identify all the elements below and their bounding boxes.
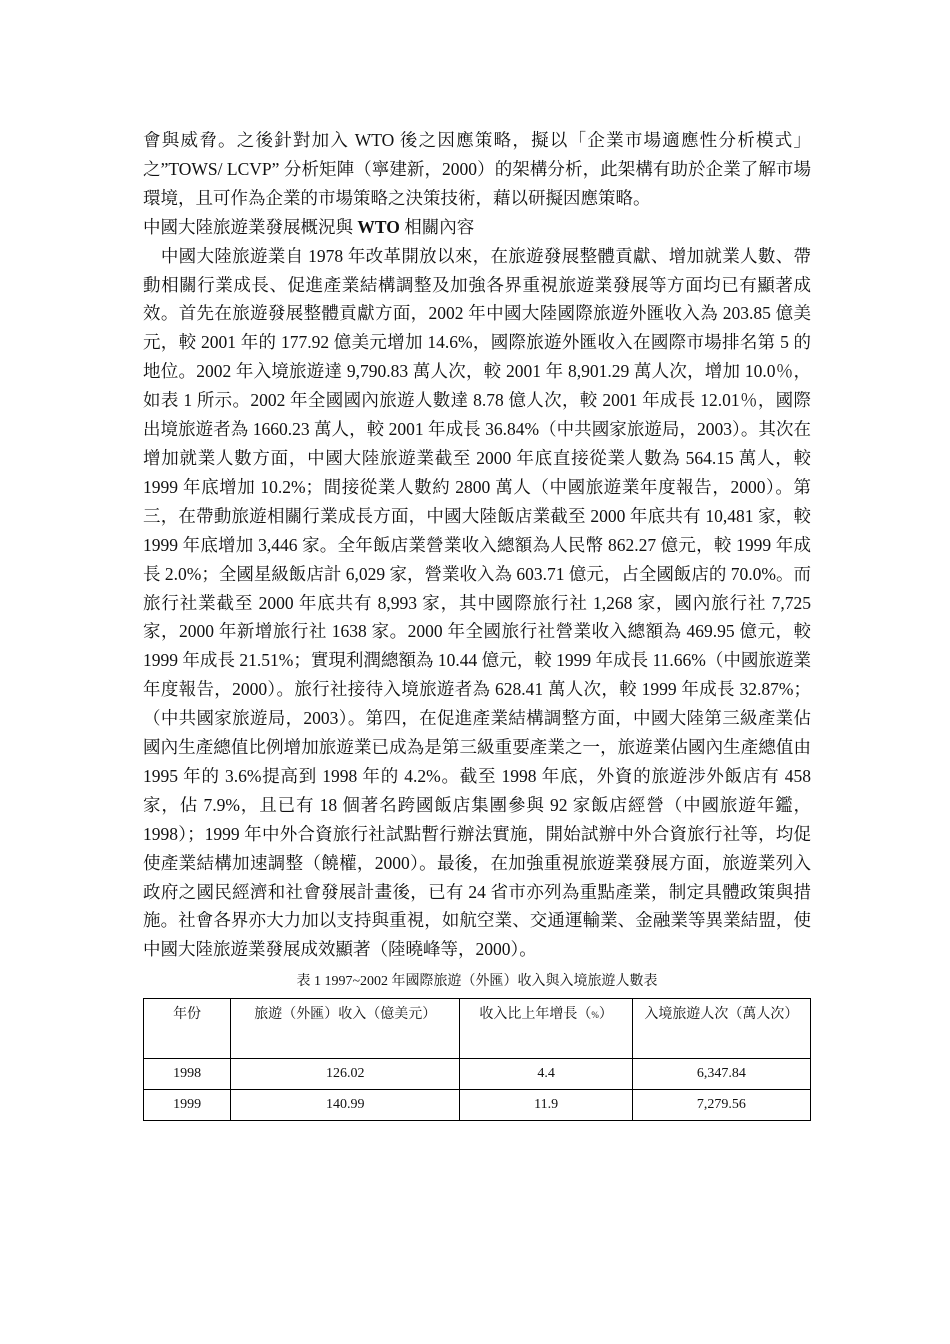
- table-row: [144, 1090, 811, 1121]
- body-paragraph: 中國大陸旅遊業自 1978 年改革開放以來，在旅遊發展整體貢獻、增加就業人數、帶動相關行業成長、促進產業結構調整及加強各界重視旅遊業發展等方面均已有顯著成效。首先在旅遊發展整體貢獻方面，2002 年中國大陸國際旅遊外匯收入為 203.85 億美元，較 2001 年的 177.92 億美元增加 14.6%，國際旅遊外匯收入在國際市場排名第 5 的地位。2002 年入境旅遊達 9,790.83 萬人次，較 2001 年 8,901.29 萬人次，增加 10.0％，如表 1 所示。2002 年全國國內旅遊人數達 8.78 億人次，較 2001 年成長 12.01％，國際出境旅遊者為 1660.23 萬人，較 2001 年成長 36.84%（中共國家旅遊局，2003）。其次在增加就業人數方面，中國大陸旅遊業截至 2000 年底直接從業人數為 564.15 萬人，較 1999 年底增加 10.2%；間接從業人數約 2800 萬人（中國旅遊業年度報告，2000）。第三，在帶動旅遊相關行業成長方面，中國大陸飯店業截至 2000 年底共有 10,481 家，較 1999 年底增加 3,446 家。全年飯店業營業收入總額為人民幣 862.27 億元，較 1999 年成長 2.0%；全國星級飯店計 6,029 家，營業收入為 603.71 億元，占全國飯店的 70.0%。而旅行社業截至 2000 年底共有 8,993 家，其中國際旅行社 1,268 家，國內旅行社 7,725 家，2000 年新增旅行社 1638 家。2000 年全國旅行社營業收入總額為 469.95 億元，較 1999 年成長 21.51%；實現利潤總額為 10.44 億元，較 1999 年成長 11.66%（中國旅遊業年度報告，2000）。旅行社接待入境旅遊者為 628.41 萬人次，較 1999 年成長 32.87%；（中共國家旅遊局，2003）。第四，在促進產業結構調整方面，中國大陸第三級產業佔國內生產總值比例增加旅遊業已成為是第三級重要產業之一，旅遊業佔國內生產總值由 1995 年的 3.6%提高到 1998 年的 4.2%。截至 1998 年底，外資的旅遊涉外飯店有 458 家，佔 7.9%，且已有 18 個著名跨國飯店集團參與 92 家飯店經營（中國旅遊年鑑，1998）；1999 年中外合資旅行社試點暫行辦法實施，開始試辦中外合資旅行社等，均促使產業結構加速調整（饒權，2000）。最後，在加強重視旅遊業發展方面，旅遊業列入政府之國民經濟和社會發展計畫後，已有 24 省市亦列為重點產業，制定具體政策與措施。社會各界亦大力加以支持與重視，如航空業、交通運輸業、金融業等異業結盟，使中國大陸旅遊業發展成效顯著（陸曉峰等，2000）。: [143, 245, 811, 960]
- header-year: 年份: [144, 999, 231, 1059]
- cell-income: 126.02: [231, 1059, 460, 1090]
- cell-growth: 11.9: [460, 1090, 632, 1121]
- intro-paragraph: 會與威脅。之後針對加入 WTO 後之因應策略，擬以「企業市場適應性分析模式」之”TOWS/ LCVP” 分析矩陣（寧建新，2000）的架構分析，此架構有助於企業了解市場環境，且可作為企業的市場策略之決策技術，藉以研擬因應策略。: [143, 130, 811, 208]
- section-heading-suffix: 相關內容: [404, 216, 475, 237]
- header-growth-close: ）: [598, 1007, 613, 1023]
- header-income: 旅遊（外匯）收入（億美元）: [231, 999, 460, 1059]
- table-caption: 表 1 1997~2002 年國際旅遊（外匯）收入與入境旅遊人數表: [296, 974, 658, 990]
- cell-year: 1999: [144, 1090, 231, 1121]
- header-growth-unit: %: [591, 1010, 599, 1021]
- header-arrivals: 入境旅遊人次（萬人次）: [632, 999, 810, 1059]
- cell-growth: 4.4: [460, 1059, 632, 1090]
- section-heading: [143, 213, 811, 242]
- section-heading-bold: WTO: [353, 216, 405, 237]
- header-growth-label: 收入比上年增長（: [479, 1007, 592, 1023]
- cell-year: 1998: [144, 1059, 231, 1090]
- header-growth: [460, 999, 632, 1059]
- cell-arrivals: 7,279.56: [632, 1090, 810, 1121]
- document-page: [143, 126, 811, 1121]
- section-heading-prefix: 中國大陸旅遊業發展概況與: [143, 216, 353, 237]
- data-table: [143, 998, 811, 1121]
- table-header-row: [144, 999, 811, 1059]
- cell-income: 140.99: [231, 1090, 460, 1121]
- table-row: [144, 1059, 811, 1090]
- cell-arrivals: 6,347.84: [632, 1059, 810, 1090]
